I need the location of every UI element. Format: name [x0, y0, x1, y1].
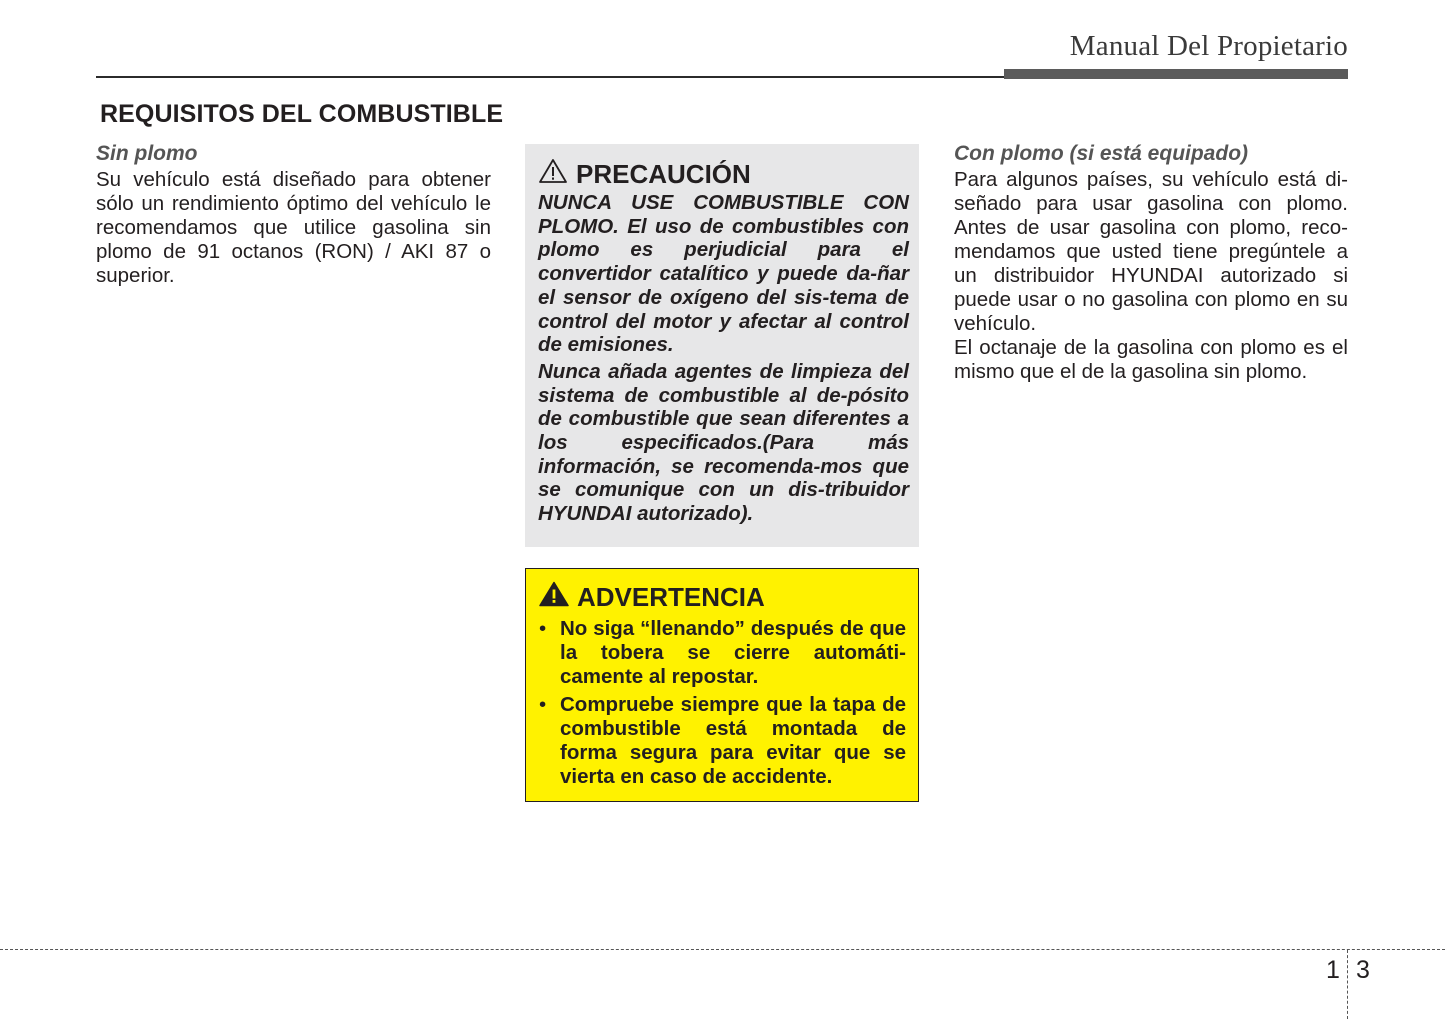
header-accent-bar: [1004, 69, 1348, 79]
left-column: [96, 140, 491, 288]
running-header-title: Manual Del Propietario: [1069, 30, 1348, 62]
chapter-number: 1: [1326, 956, 1340, 984]
caution-paragraph-additives: Nunca añada agentes de limpieza del sistema de combustible al de-pósito de combustible que sean diferentes a los especificados.(Para más información, se recomenda-mos que se comunique con un dis-tribuidor HYUNDAI autorizado).: [538, 359, 909, 526]
warning-title: ADVERTENCIA: [577, 582, 765, 612]
warning-item-text: Compruebe siempre que la tapa de combustible está montada de forma segura para evitar que se vierta en caso de accidente.: [560, 693, 906, 788]
warning-list: [539, 617, 906, 789]
unleaded-subhead: Sin plomo: [96, 142, 198, 165]
caution-title: PRECAUCIÓN: [576, 159, 751, 189]
unleaded-paragraph: Su vehículo está diseñado para obtener sólo un rendimiento óptimo del vehículo le recomendamos que utilice gasolina sin plomo de 91 octanos (RON) / AKI 87 o superior.: [96, 168, 491, 287]
warning-item-text: No siga “llenando” después de que la tobera se cierre automáti-camente al repostar.: [560, 617, 906, 688]
header-rule: [96, 76, 1004, 78]
caution-triangle-icon: [538, 158, 576, 190]
warning-triangle-icon: [539, 581, 577, 613]
caution-box: [525, 144, 919, 547]
section-title: REQUISITOS DEL COMBUSTIBLE: [100, 100, 504, 128]
warning-box: [525, 568, 919, 802]
page-number-divider: [1347, 950, 1348, 1019]
bullet-icon: •: [539, 617, 547, 640]
caution-header: [538, 158, 909, 190]
footer-dashed-rule: [0, 949, 1445, 950]
octane-paragraph: El octanaje de la gasolina con plomo es el mismo que el de la gasolina sin plomo.: [954, 336, 1348, 383]
leaded-paragraph: Para algunos países, su vehículo está di-señado para usar gasolina con plomo. Antes de usar gasolina con plomo, reco-mendamos que usted tiene pregúntele a un distribuidor HYUNDAI autorizado si puede usar o no gasolina con plomo en su vehículo.: [954, 168, 1348, 335]
page-number: 3: [1356, 956, 1370, 984]
caution-paragraph-leaded-fuel: NUNCA USE COMBUSTIBLE CON PLOMO. El uso de combustibles con plomo es perjudicial para el convertidor catalítico y puede da-ñar el sensor de oxígeno del sis-tema de control del motor y afectar al control de emisiones.: [538, 191, 909, 357]
warning-header: [539, 581, 906, 613]
warning-item: [539, 617, 906, 688]
right-column: [954, 140, 1348, 384]
warning-item: [539, 693, 906, 788]
bullet-icon: •: [539, 693, 547, 717]
leaded-subhead: Con plomo (si está equipado): [954, 142, 1249, 165]
